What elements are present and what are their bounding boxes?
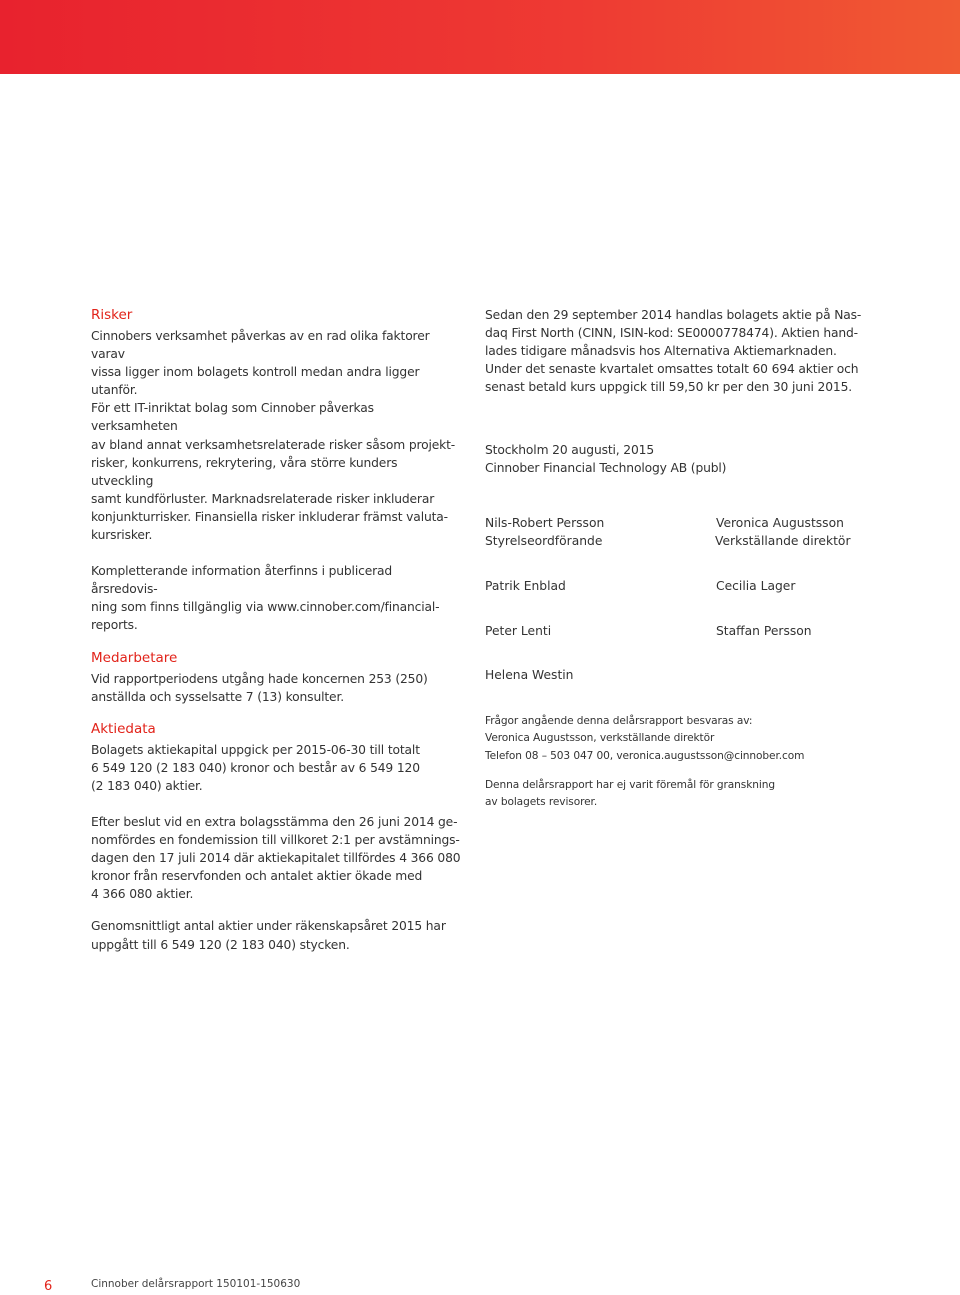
review-note: Denna delårsrapport har ej varit föremål för granskning av bolagets revisorer.: [485, 779, 775, 809]
medarbetare-text: Vid rapportperiodens utgång hade koncernen 253 (250) anställda och sysselsatte 7 (13) konsulter.: [91, 671, 428, 704]
risker-more-info: Kompletterande information återfinns i publicerad årsredovis- ning som finns tillgänglig via www.cinnober.com/financial- reports.: [91, 564, 440, 633]
listing-text: Sedan den 29 september 2014 handlas bolagets aktie på Nas- daq First North (CINN, ISIN-kod: SE0000778474). Aktien hand- lades tidigare månadsvis hos Alternativa Aktiemarknaden. Under det senaste kvartalet omsattes totalt 60 694 aktier och senast betald kurs uppgick till 59,50 kr per den 30 juni 2015.: [485, 308, 862, 395]
signatory-title: Styrelseordförande: [485, 534, 603, 548]
signatory-title: Verkställande direktör: [715, 534, 851, 548]
signatory-3: Patrik Enblad: [485, 579, 566, 593]
signatory-name: Veronica Augustsson: [716, 516, 844, 530]
aktiedata-text: Bolagets aktiekapital uppgick per 2015-06-30 till totalt 6 549 120 (2 183 040) kronor och består av 6 549 120 (2 183 040) aktier.: [91, 742, 420, 793]
contact-info: Frågor angående denna delårsrapport besvaras av: Veronica Augustsson, verkställande direktör Telefon 08 – 503 047 00, veronica.augustsson@cinnober.com: [485, 715, 805, 762]
company-name: Cinnober Financial Technology AB (publ): [485, 461, 727, 476]
signatory-4: Cecilia Lager: [716, 579, 796, 593]
signatory-name: Nils-Robert Persson: [485, 516, 605, 530]
average-shares-text: Genomsnittligt antal aktier under räkenskapsåret 2015 har uppgått till 6 549 120 (2 183 040) stycken.: [91, 919, 446, 952]
section-risker: [91, 306, 461, 635]
signatory-6: Staffan Persson: [716, 624, 812, 638]
right-column: [485, 306, 885, 396]
signing-block: [485, 441, 885, 477]
section-aktiedata: [91, 720, 461, 954]
page-number: 6: [44, 1279, 53, 1294]
heading-aktiedata: Aktiedata: [91, 720, 156, 737]
heading-risker: Risker: [91, 307, 133, 323]
fondemission-text: Efter beslut vid en extra bolagsstämma den 26 juni 2014 ge- nomfördes en fondemission till villkoret 2:1 per avstämnings- dagen den 17 juli 2014 där aktiekapitalet tillfördes 4 366 080 kronor från reservfonden och antalet aktier ökade med 4 366 080 aktier.: [91, 814, 461, 902]
section-medarbetare: [91, 649, 461, 706]
footer-report-title: Cinnober delårsrapport 150101-150630: [91, 1278, 301, 1290]
header-band: [0, 0, 960, 74]
heading-medarbetare: Medarbetare: [91, 649, 178, 666]
left-column: [91, 306, 461, 954]
place-date: Stockholm 20 augusti, 2015: [485, 443, 654, 457]
risker-text: Cinnobers verksamhet påverkas av en rad olika faktorer varav vissa ligger inom bolagets kontroll medan andra ligger utanför. För ett IT-inriktat bolag som Cinnober påverkas verksamheten av bland annat verksamhetsrelaterade risker såsom projekt- risker, konkurrens, rekrytering, våra större kunders utveckling samt kundförluster. Marknadsrelaterade risker inkluderar konjunkturrisker. Finansiella risker inkluderar främst valuta- kursrisker.: [91, 329, 456, 543]
signatory-5: Peter Lenti: [485, 624, 552, 638]
signatory-7: Helena Westin: [485, 668, 574, 682]
